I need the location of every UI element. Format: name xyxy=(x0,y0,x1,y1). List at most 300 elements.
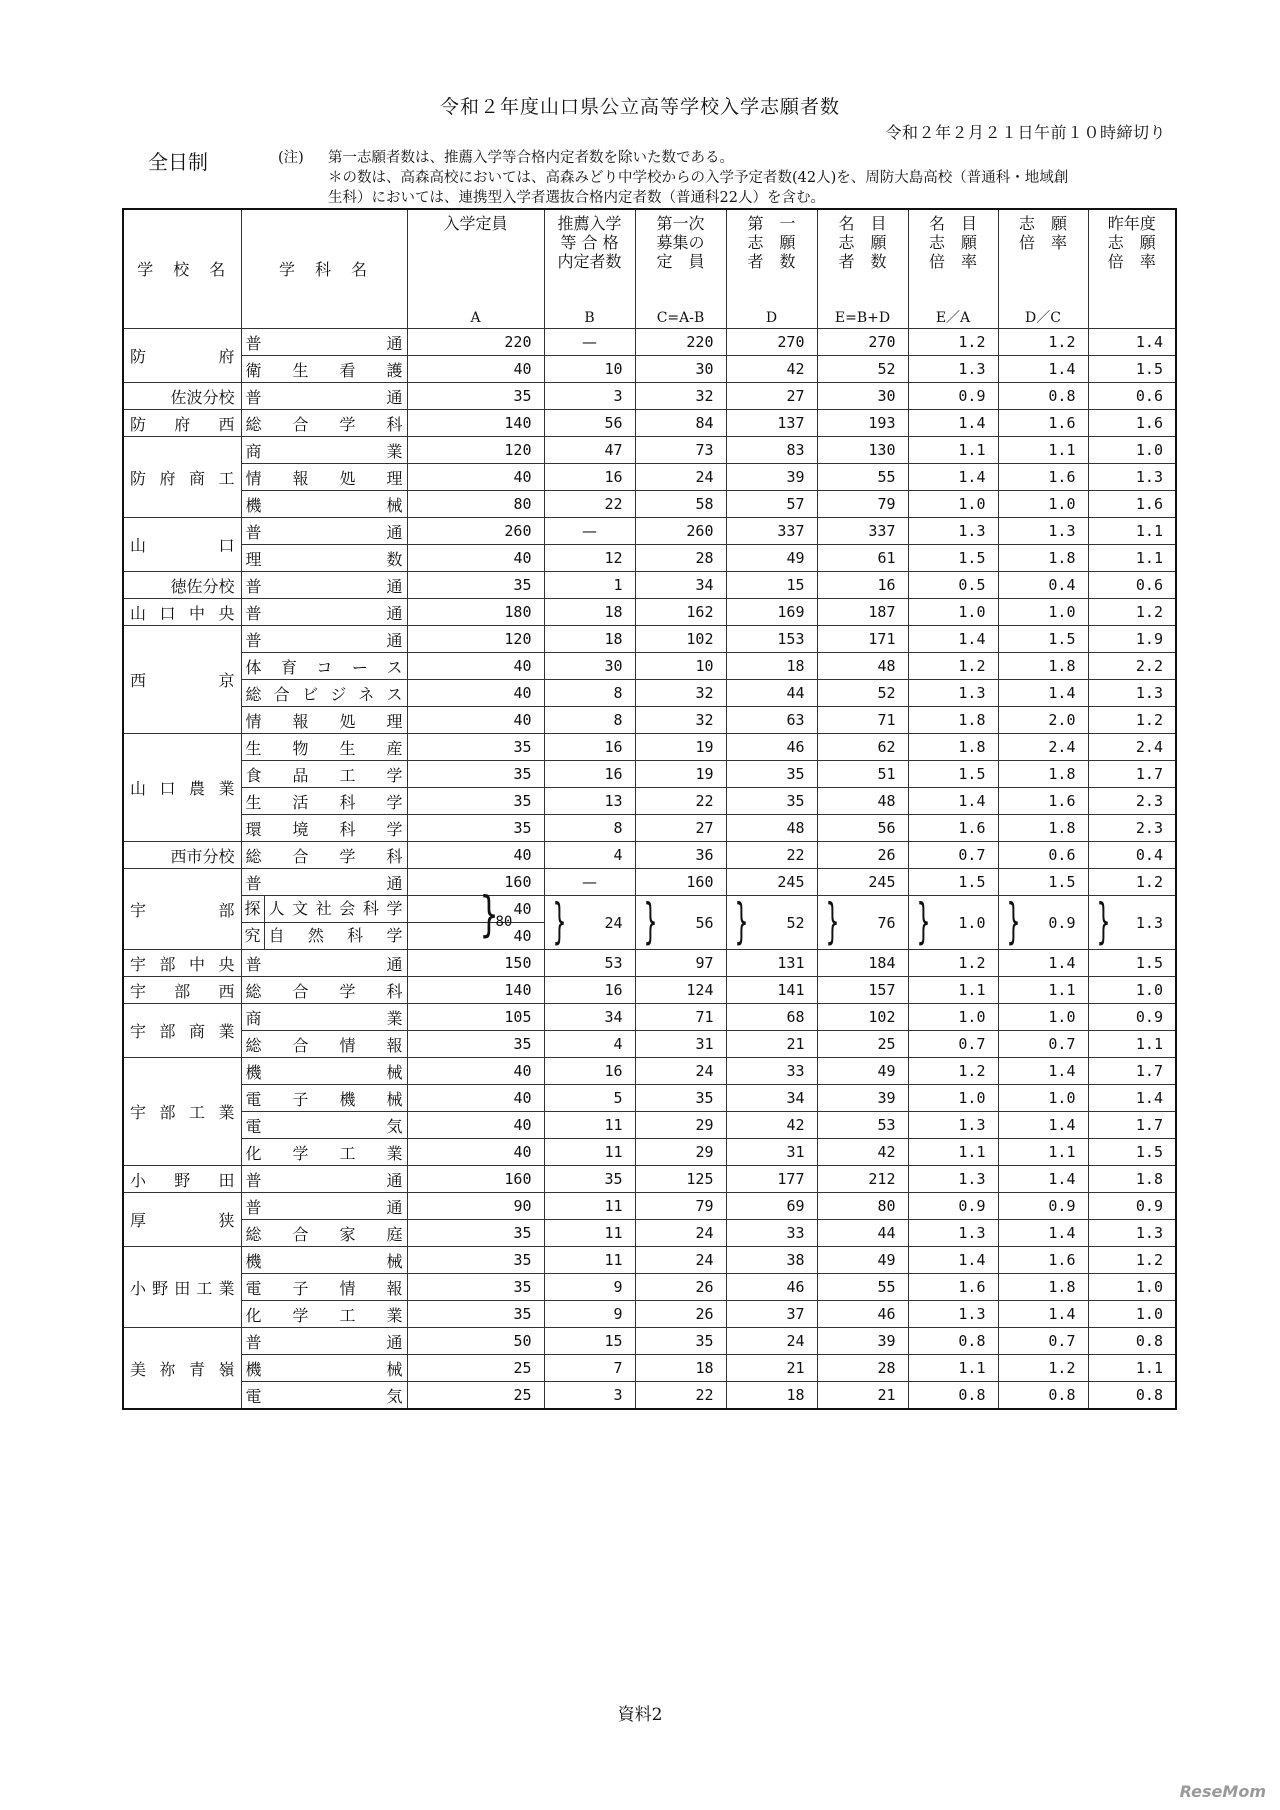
table-row xyxy=(123,869,1176,896)
school-name: 宇部商業 xyxy=(123,1004,241,1058)
last-year-ratio-value: 1.5 xyxy=(1088,1139,1176,1166)
nominal-ratio-value: 1.0 xyxy=(908,1004,998,1031)
table-row xyxy=(123,1166,1176,1193)
first-quota-value: 26 xyxy=(635,1301,726,1328)
application-ratio-value: 1.4 xyxy=(998,1301,1088,1328)
note-line-1: (注) 第一志願者数は、推薦入学等合格内定者数を除いた数である。 xyxy=(278,150,734,166)
last-year-ratio-value: 2.3 xyxy=(1088,788,1176,815)
capacity-value: 40 xyxy=(407,1139,544,1166)
recommended-value: 13 xyxy=(544,788,635,815)
table-row xyxy=(123,1004,1176,1031)
table-row xyxy=(123,896,1176,923)
capacity-value: 40 xyxy=(407,653,544,680)
first-applicants-value: 33 xyxy=(726,1220,817,1247)
first-applicants-value: 15 xyxy=(726,572,817,599)
last-year-ratio-value: 0.8 xyxy=(1088,1328,1176,1355)
capacity-value: 25 xyxy=(407,1382,544,1410)
first-quota-value: 24 xyxy=(635,464,726,491)
department-name: 電子機械 xyxy=(241,1085,407,1112)
nominal-ratio-value: 1.1 xyxy=(908,1139,998,1166)
first-applicants-value: 21 xyxy=(726,1355,817,1382)
column-header: 学 科 名 xyxy=(241,209,407,329)
nominal-ratio-value: 0.9 xyxy=(908,1193,998,1220)
first-applicants-value: 141 xyxy=(726,977,817,1004)
first-applicants-value: 37 xyxy=(726,1301,817,1328)
last-year-ratio-value: 1.7 xyxy=(1088,761,1176,788)
nominal-applicants-value: 39 xyxy=(817,1085,908,1112)
last-year-ratio-value: 1.0 xyxy=(1088,1301,1176,1328)
last-year-ratio-value: 1.1 xyxy=(1088,545,1176,572)
application-ratio-value: 1.4 xyxy=(998,680,1088,707)
department-name: 普通 xyxy=(241,1166,407,1193)
department-name: 化学工業 xyxy=(241,1139,407,1166)
last-year-ratio-value: 1.7 xyxy=(1088,1112,1176,1139)
last-year-ratio-value: 1.4 xyxy=(1088,329,1176,356)
course-group-label: 探 xyxy=(242,896,265,922)
first-applicants-value: 24 xyxy=(726,1328,817,1355)
school-name: 山口農業 xyxy=(123,734,241,842)
application-ratio-value: 1.4 xyxy=(998,356,1088,383)
capacity-value: 35 xyxy=(407,815,544,842)
department-name: 普通 xyxy=(241,599,407,626)
school-name: 山口中央 xyxy=(123,599,241,626)
notes xyxy=(278,148,1158,208)
first-applicants-value: 153 xyxy=(726,626,817,653)
recommended-value: 9 xyxy=(544,1301,635,1328)
nominal-applicants-value: 80 xyxy=(817,1193,908,1220)
nominal-applicants-value: 52 xyxy=(817,680,908,707)
nominal-ratio-value: 1.6 xyxy=(908,815,998,842)
first-quota-value: 28 xyxy=(635,545,726,572)
recommended-value: 15 xyxy=(544,1328,635,1355)
recommended-value: 16 xyxy=(544,761,635,788)
capacity-value: 40 xyxy=(407,1058,544,1085)
department-name: 機械 xyxy=(241,1355,407,1382)
first-quota-value: 160 xyxy=(635,869,726,896)
recommended-value: 18 xyxy=(544,599,635,626)
recommended-value: 11 xyxy=(544,1139,635,1166)
last-year-ratio-value: 1.1 xyxy=(1088,518,1176,545)
first-applicants-value: 31 xyxy=(726,1139,817,1166)
table-row xyxy=(123,761,1176,788)
first-quota-value: 58 xyxy=(635,491,726,518)
recommended-value: 9 xyxy=(544,1274,635,1301)
first-applicants-value: 33 xyxy=(726,1058,817,1085)
table-row xyxy=(123,626,1176,653)
nominal-applicants-value: 193 xyxy=(817,410,908,437)
department-name: 普通 xyxy=(241,383,407,410)
nominal-applicants-value: 48 xyxy=(817,788,908,815)
table-row xyxy=(123,1085,1176,1112)
first-applicants-value: 35 xyxy=(726,761,817,788)
capacity-value: 35 xyxy=(407,1220,544,1247)
column-header: 推薦入学 等 合 格 内定者数 xyxy=(544,209,635,308)
last-year-ratio-value: 0.9 xyxy=(1088,1193,1176,1220)
nominal-applicants-value: 102 xyxy=(817,1004,908,1031)
application-ratio-value: 1.4 xyxy=(998,1220,1088,1247)
recommended-value: 11 xyxy=(544,1220,635,1247)
column-formula: E=B+D xyxy=(817,308,908,329)
column-header: 昨年度 志 願 倍 率 xyxy=(1088,209,1176,308)
table-row xyxy=(123,1382,1176,1410)
table-row xyxy=(123,491,1176,518)
nominal-applicants-value: 16 xyxy=(817,572,908,599)
first-quota-value: 26 xyxy=(635,1274,726,1301)
first-quota-value: 97 xyxy=(635,950,726,977)
nominal-applicants-value: 71 xyxy=(817,707,908,734)
last-year-ratio-value: 1.5 xyxy=(1088,356,1176,383)
first-applicants-value: 169 xyxy=(726,599,817,626)
value-c: 56 } xyxy=(635,896,726,950)
application-ratio-value: 1.8 xyxy=(998,653,1088,680)
application-ratio-value: 1.1 xyxy=(998,437,1088,464)
school-name: 山口 xyxy=(123,518,241,572)
nominal-ratio-value: 1.3 xyxy=(908,1301,998,1328)
department-name: 体育コース xyxy=(241,653,407,680)
nominal-applicants-value: 245 xyxy=(817,869,908,896)
capacity-value: 150 xyxy=(407,950,544,977)
recommended-value: 4 xyxy=(544,842,635,869)
recommended-value: 35 xyxy=(544,1166,635,1193)
nominal-applicants-value: 51 xyxy=(817,761,908,788)
department-name: 電気 xyxy=(241,1382,407,1410)
application-ratio-value: 1.2 xyxy=(998,329,1088,356)
nominal-applicants-value: 44 xyxy=(817,1220,908,1247)
last-year-ratio-value: 2.2 xyxy=(1088,653,1176,680)
application-ratio-value: 0.6 xyxy=(998,842,1088,869)
capacity-value: 120 xyxy=(407,626,544,653)
department-name: 理数 xyxy=(241,545,407,572)
nominal-applicants-value: 61 xyxy=(817,545,908,572)
capacity-value: 40 xyxy=(407,464,544,491)
first-quota-value: 32 xyxy=(635,707,726,734)
nominal-applicants-value: 53 xyxy=(817,1112,908,1139)
first-applicants-value: 131 xyxy=(726,950,817,977)
application-ratio-value: 0.4 xyxy=(998,572,1088,599)
first-quota-value: 31 xyxy=(635,1031,726,1058)
first-quota-value: 32 xyxy=(635,383,726,410)
first-applicants-value: 27 xyxy=(726,383,817,410)
capacity-value: 35 xyxy=(407,1031,544,1058)
capacity-value: 260 xyxy=(407,518,544,545)
column-header: 学 校 名 xyxy=(123,209,241,329)
application-ratio-value: 0.7 xyxy=(998,1031,1088,1058)
first-applicants-value: 48 xyxy=(726,815,817,842)
nominal-ratio-value: 1.2 xyxy=(908,653,998,680)
brace-icon: } xyxy=(916,895,931,950)
first-applicants-value: 68 xyxy=(726,1004,817,1031)
nominal-ratio-value: 1.4 xyxy=(908,464,998,491)
combined-capacity: 80 xyxy=(495,914,513,930)
application-ratio-value: 1.6 xyxy=(998,410,1088,437)
department-name: 生活科学 xyxy=(241,788,407,815)
nominal-ratio-value: 1.0 xyxy=(908,491,998,518)
application-ratio-value: 1.5 xyxy=(998,869,1088,896)
recommended-value: 10 xyxy=(544,356,635,383)
department-name xyxy=(241,923,407,950)
department-name: 普通 xyxy=(241,518,407,545)
last-year-ratio-value: 1.0 xyxy=(1088,977,1176,1004)
brace-icon: } xyxy=(643,895,658,950)
first-quota-value: 35 xyxy=(635,1085,726,1112)
nominal-ratio-value: 1.4 xyxy=(908,788,998,815)
school-name: 宇部西 xyxy=(123,977,241,1004)
course-group-label: 究 xyxy=(242,923,265,949)
recommended-value: 56 xyxy=(544,410,635,437)
page-title: 令和２年度山口県公立高等学校入学志願者数 xyxy=(439,96,840,118)
capacity-value: 40 xyxy=(407,680,544,707)
department-name: 総合情報 xyxy=(241,1031,407,1058)
first-applicants-value: 57 xyxy=(726,491,817,518)
recommended-value: 22 xyxy=(544,491,635,518)
column-formula: C=A-B xyxy=(635,308,726,329)
table-row xyxy=(123,383,1176,410)
nominal-ratio-value: 0.7 xyxy=(908,1031,998,1058)
application-ratio-value: 2.0 xyxy=(998,707,1088,734)
capacity-value: 50 xyxy=(407,1328,544,1355)
nominal-applicants-value: 130 xyxy=(817,437,908,464)
nominal-ratio-value: 1.4 xyxy=(908,410,998,437)
column-formula: B xyxy=(544,308,635,329)
first-applicants-value: 18 xyxy=(726,1382,817,1410)
column-formula: D／C xyxy=(998,308,1088,329)
nominal-applicants-value: 56 xyxy=(817,815,908,842)
recommended-value: 47 xyxy=(544,437,635,464)
nominal-ratio-value: 0.8 xyxy=(908,1328,998,1355)
nominal-applicants-value: 184 xyxy=(817,950,908,977)
first-quota-value: 19 xyxy=(635,761,726,788)
nominal-ratio-value: 1.2 xyxy=(908,1058,998,1085)
table-row xyxy=(123,1031,1176,1058)
table-row xyxy=(123,680,1176,707)
nominal-applicants-value: 62 xyxy=(817,734,908,761)
last-year-ratio-value: 1.4 xyxy=(1088,1085,1176,1112)
table-row xyxy=(123,1112,1176,1139)
column-header: 志 願 倍 率 xyxy=(998,209,1088,308)
department-name: 総合学科 xyxy=(241,977,407,1004)
department-name: 機械 xyxy=(241,1058,407,1085)
nominal-ratio-value: 1.4 xyxy=(908,626,998,653)
school-name: 西京 xyxy=(123,626,241,734)
last-year-ratio-value: 1.5 xyxy=(1088,950,1176,977)
recommended-value: 8 xyxy=(544,707,635,734)
table-row xyxy=(123,545,1176,572)
nominal-applicants-value: 55 xyxy=(817,464,908,491)
nominal-ratio-value: 1.8 xyxy=(908,734,998,761)
table-row xyxy=(123,572,1176,599)
nominal-ratio-value: 1.5 xyxy=(908,869,998,896)
capacity-value: 35 xyxy=(407,572,544,599)
first-quota-value: 29 xyxy=(635,1112,726,1139)
first-quota-value: 162 xyxy=(635,599,726,626)
first-applicants-value: 21 xyxy=(726,1031,817,1058)
department-name: 商業 xyxy=(241,1004,407,1031)
table-row xyxy=(123,437,1176,464)
first-quota-value: 18 xyxy=(635,1355,726,1382)
brace-icon: } xyxy=(734,895,749,950)
capacity-value: 105 xyxy=(407,1004,544,1031)
last-year-ratio-value: 1.1 xyxy=(1088,1355,1176,1382)
recommended-value: 16 xyxy=(544,977,635,1004)
footer-label: 資料2 xyxy=(617,1705,663,1725)
capacity-value: 35 xyxy=(407,788,544,815)
last-year-ratio-value: 1.9 xyxy=(1088,626,1176,653)
table-row xyxy=(123,1301,1176,1328)
first-applicants-value: 137 xyxy=(726,410,817,437)
nominal-applicants-value: 42 xyxy=(817,1139,908,1166)
first-applicants-value: 69 xyxy=(726,1193,817,1220)
nominal-ratio-value: 1.4 xyxy=(908,1247,998,1274)
capacity-value: 35 xyxy=(407,734,544,761)
table-row xyxy=(123,410,1176,437)
department-name: 総合ビジネス xyxy=(241,680,407,707)
first-quota-value: 27 xyxy=(635,815,726,842)
nominal-ratio-value: 1.3 xyxy=(908,1166,998,1193)
school-name: 佐波分校 xyxy=(123,383,241,410)
first-quota-value: 102 xyxy=(635,626,726,653)
capacity-value: 140 xyxy=(407,977,544,1004)
brace-icon: } xyxy=(1006,895,1021,950)
first-applicants-value: 245 xyxy=(726,869,817,896)
capacity-value: 40 xyxy=(407,842,544,869)
application-ratio-value: 2.4 xyxy=(998,734,1088,761)
nominal-ratio-value: 1.3 xyxy=(908,356,998,383)
recommended-value: — xyxy=(544,869,635,896)
capacity-value: 35 xyxy=(407,761,544,788)
recommended-value: 16 xyxy=(544,1058,635,1085)
nominal-ratio-value: 0.9 xyxy=(908,383,998,410)
application-ratio-value: 1.8 xyxy=(998,761,1088,788)
nominal-applicants-value: 48 xyxy=(817,653,908,680)
last-year-ratio-value: 0.6 xyxy=(1088,572,1176,599)
department-label: 人文社会科学 xyxy=(268,899,403,918)
recommended-value: 4 xyxy=(544,1031,635,1058)
department-name: 普通 xyxy=(241,950,407,977)
table-row xyxy=(123,815,1176,842)
nominal-ratio-value: 1.5 xyxy=(908,545,998,572)
first-applicants-value: 34 xyxy=(726,1085,817,1112)
first-quota-value: 84 xyxy=(635,410,726,437)
table-row xyxy=(123,1328,1176,1355)
application-ratio-value: 1.0 xyxy=(998,491,1088,518)
first-applicants-value: 83 xyxy=(726,437,817,464)
application-ratio-value: 1.4 xyxy=(998,1166,1088,1193)
first-quota-value: 79 xyxy=(635,1193,726,1220)
school-name: 美祢青嶺 xyxy=(123,1328,241,1410)
recommended-value: 1 xyxy=(544,572,635,599)
first-quota-value: 34 xyxy=(635,572,726,599)
application-ratio-value: 0.7 xyxy=(998,1328,1088,1355)
recommended-value: — xyxy=(544,518,635,545)
capacity-value: 90 xyxy=(407,1193,544,1220)
department-name: 衛生看護 xyxy=(241,356,407,383)
first-quota-value: 220 xyxy=(635,329,726,356)
capacity-value: 35 xyxy=(407,1247,544,1274)
nominal-applicants-value: 26 xyxy=(817,842,908,869)
capacity-value: 40 xyxy=(407,707,544,734)
department-name: 普通 xyxy=(241,1193,407,1220)
nominal-applicants-value: 49 xyxy=(817,1058,908,1085)
first-applicants-value: 270 xyxy=(726,329,817,356)
value-dc: 0.9 } xyxy=(998,896,1088,950)
first-applicants-value: 46 xyxy=(726,1274,817,1301)
last-year-ratio-value: 1.7 xyxy=(1088,1058,1176,1085)
capacity-value: 40 xyxy=(407,1085,544,1112)
capacity-value: 40 xyxy=(407,1112,544,1139)
recommended-value: 12 xyxy=(544,545,635,572)
deadline-text: 令和２年２月２１日午前１０時締切り xyxy=(885,123,1166,142)
last-year-ratio-value: 1.2 xyxy=(1088,707,1176,734)
application-ratio-value: 1.6 xyxy=(998,1247,1088,1274)
application-ratio-value: 1.0 xyxy=(998,1004,1088,1031)
capacity-value: 160 xyxy=(407,1166,544,1193)
nominal-ratio-value: 0.5 xyxy=(908,572,998,599)
last-year-ratio-value: 1.1 xyxy=(1088,1031,1176,1058)
note-line-3: 生科）においては、連携型入学者選抜合格内定者数（普通科22人）を含む。 xyxy=(328,190,825,206)
last-year-ratio-value: 0.9 xyxy=(1088,1004,1176,1031)
recommended-value: 11 xyxy=(544,1112,635,1139)
first-quota-value: 125 xyxy=(635,1166,726,1193)
resemom-logo: ReseMom xyxy=(1179,1782,1266,1801)
category-label: 全日制 xyxy=(148,150,208,174)
recommended-value: 11 xyxy=(544,1193,635,1220)
application-ratio-value: 1.2 xyxy=(998,1355,1088,1382)
first-applicants-value: 46 xyxy=(726,734,817,761)
nominal-ratio-value: 1.5 xyxy=(908,761,998,788)
recommended-value: 16 xyxy=(544,464,635,491)
first-quota-value: 36 xyxy=(635,842,726,869)
first-applicants-value: 22 xyxy=(726,842,817,869)
application-ratio-value: 1.6 xyxy=(998,788,1088,815)
capacity-value: 80 xyxy=(407,491,544,518)
column-header: 名 目 志 願 者 数 xyxy=(817,209,908,308)
recommended-value: 3 xyxy=(544,383,635,410)
department-name: 生物生産 xyxy=(241,734,407,761)
capacity-value: 35 xyxy=(407,383,544,410)
column-formula: A xyxy=(407,308,544,329)
department-name: 普通 xyxy=(241,572,407,599)
application-ratio-value: 1.8 xyxy=(998,545,1088,572)
brace-icon: } xyxy=(479,887,499,944)
nominal-ratio-value: 1.3 xyxy=(908,518,998,545)
nominal-ratio-value: 1.3 xyxy=(908,1112,998,1139)
nominal-ratio-value: 1.6 xyxy=(908,1274,998,1301)
school-name: 宇部中央 xyxy=(123,950,241,977)
last-year-ratio-value: 1.6 xyxy=(1088,491,1176,518)
recommended-value: 5 xyxy=(544,1085,635,1112)
capacity-value: 180 xyxy=(407,599,544,626)
department-name: 化学工業 xyxy=(241,1301,407,1328)
nominal-ratio-value: 1.8 xyxy=(908,707,998,734)
school-name: 小野田 xyxy=(123,1166,241,1193)
nominal-ratio-value: 1.3 xyxy=(908,680,998,707)
value-b: 24 } xyxy=(544,896,635,950)
first-quota-value: 260 xyxy=(635,518,726,545)
capacity-value: 40 xyxy=(407,356,544,383)
capacity-value: 35 xyxy=(407,1274,544,1301)
nominal-applicants-value: 187 xyxy=(817,599,908,626)
nominal-applicants-value: 49 xyxy=(817,1247,908,1274)
first-quota-value: 32 xyxy=(635,680,726,707)
applicants-table xyxy=(122,208,1177,1410)
first-quota-value: 124 xyxy=(635,977,726,1004)
recommended-value: 18 xyxy=(544,626,635,653)
column-formula: E／A xyxy=(908,308,998,329)
column-formula: D xyxy=(726,308,817,329)
school-name: 西市分校 xyxy=(123,842,241,869)
nominal-ratio-value: 1.1 xyxy=(908,1355,998,1382)
department-name: 情報処理 xyxy=(241,707,407,734)
